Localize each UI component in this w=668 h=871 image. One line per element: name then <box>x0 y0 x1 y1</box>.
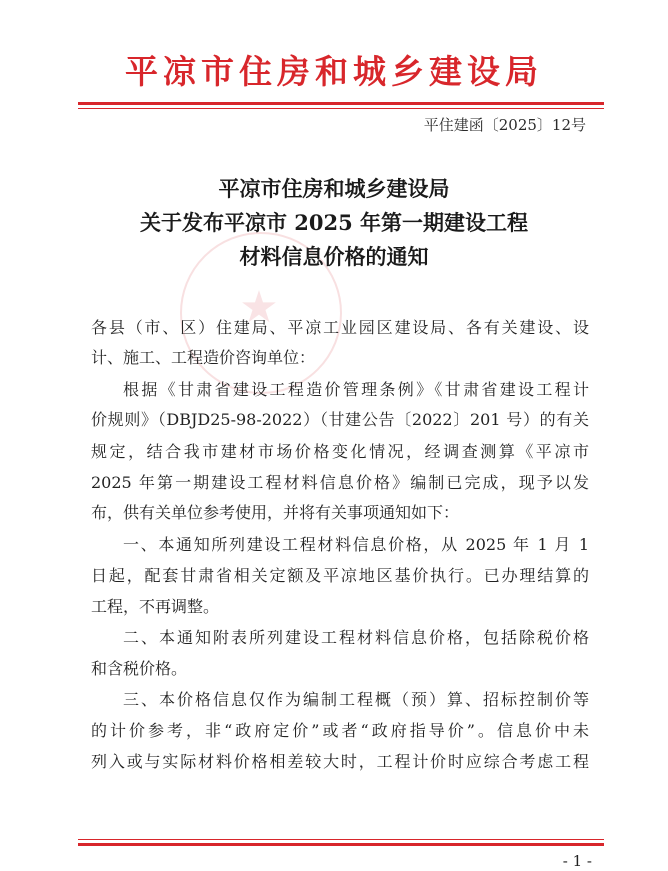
body-line: 根据《甘肃省建设工程造价管理条例》《甘肃省建设工程计 <box>123 380 589 399</box>
letterhead-rule-thin <box>78 108 604 109</box>
body-line: 布，供有关单位参考使用，并将有关事项通知如下： <box>91 503 460 522</box>
body-line: 二、本通知附表所列建设工程材料信息价格，包括除税价格 <box>123 628 589 647</box>
body-line: 一、本通知所列建设工程材料信息价格，从 2025 年 1 月 1 <box>123 535 589 554</box>
body-line: 和含税价格。 <box>91 659 188 678</box>
body-line: 2025 年第一期建设工程材料信息价格》编制已完成，现予以发 <box>91 473 589 492</box>
footer-rule-thick <box>78 843 604 846</box>
document-number: 平住建函〔2025〕12号 <box>423 116 586 134</box>
body-line: 各县（市、区）住建局、平凉工业园区建设局、各有关建设、设 <box>91 318 589 337</box>
agency-letterhead-title: 平凉市住房和城乡建设局 <box>125 52 543 91</box>
page-number: - 1 - <box>562 852 592 870</box>
body-line: 列入或与实际材料价格相差较大时，工程计价时应综合考虑工程 <box>91 752 589 771</box>
seal-star-icon: ★ <box>239 282 279 333</box>
body-line: 工程，不再调整。 <box>91 597 220 616</box>
body-line: 规定，结合我市建材市场价格变化情况，经调查测算《平凉市 <box>91 442 589 461</box>
body-line: 价规则》（DBJD25-98-2022）（甘建公告〔2022〕201 号）的有关 <box>91 410 589 429</box>
notice-title-line-1: 平凉市住房和城乡建设局 <box>218 176 450 201</box>
notice-title-line-3: 材料信息价格的通知 <box>239 244 429 269</box>
body-line: 计、施工、工程造价咨询单位： <box>91 348 316 367</box>
body-line: 三、本价格信息仅作为编制工程概（预）算、招标控制价等 <box>123 690 589 709</box>
notice-title-line-2: 关于发布平凉市 2025 年第一期建设工程 <box>139 210 529 235</box>
letterhead-rule-thick <box>78 102 604 105</box>
body-line: 日起，配套甘肃省相关定额及平凉地区基价执行。已办理结算的 <box>91 566 589 585</box>
body-line: 的计价参考，非“政府定价”或者“政府指导价”。信息价中未 <box>91 721 589 740</box>
footer-rule-thin <box>78 839 604 840</box>
